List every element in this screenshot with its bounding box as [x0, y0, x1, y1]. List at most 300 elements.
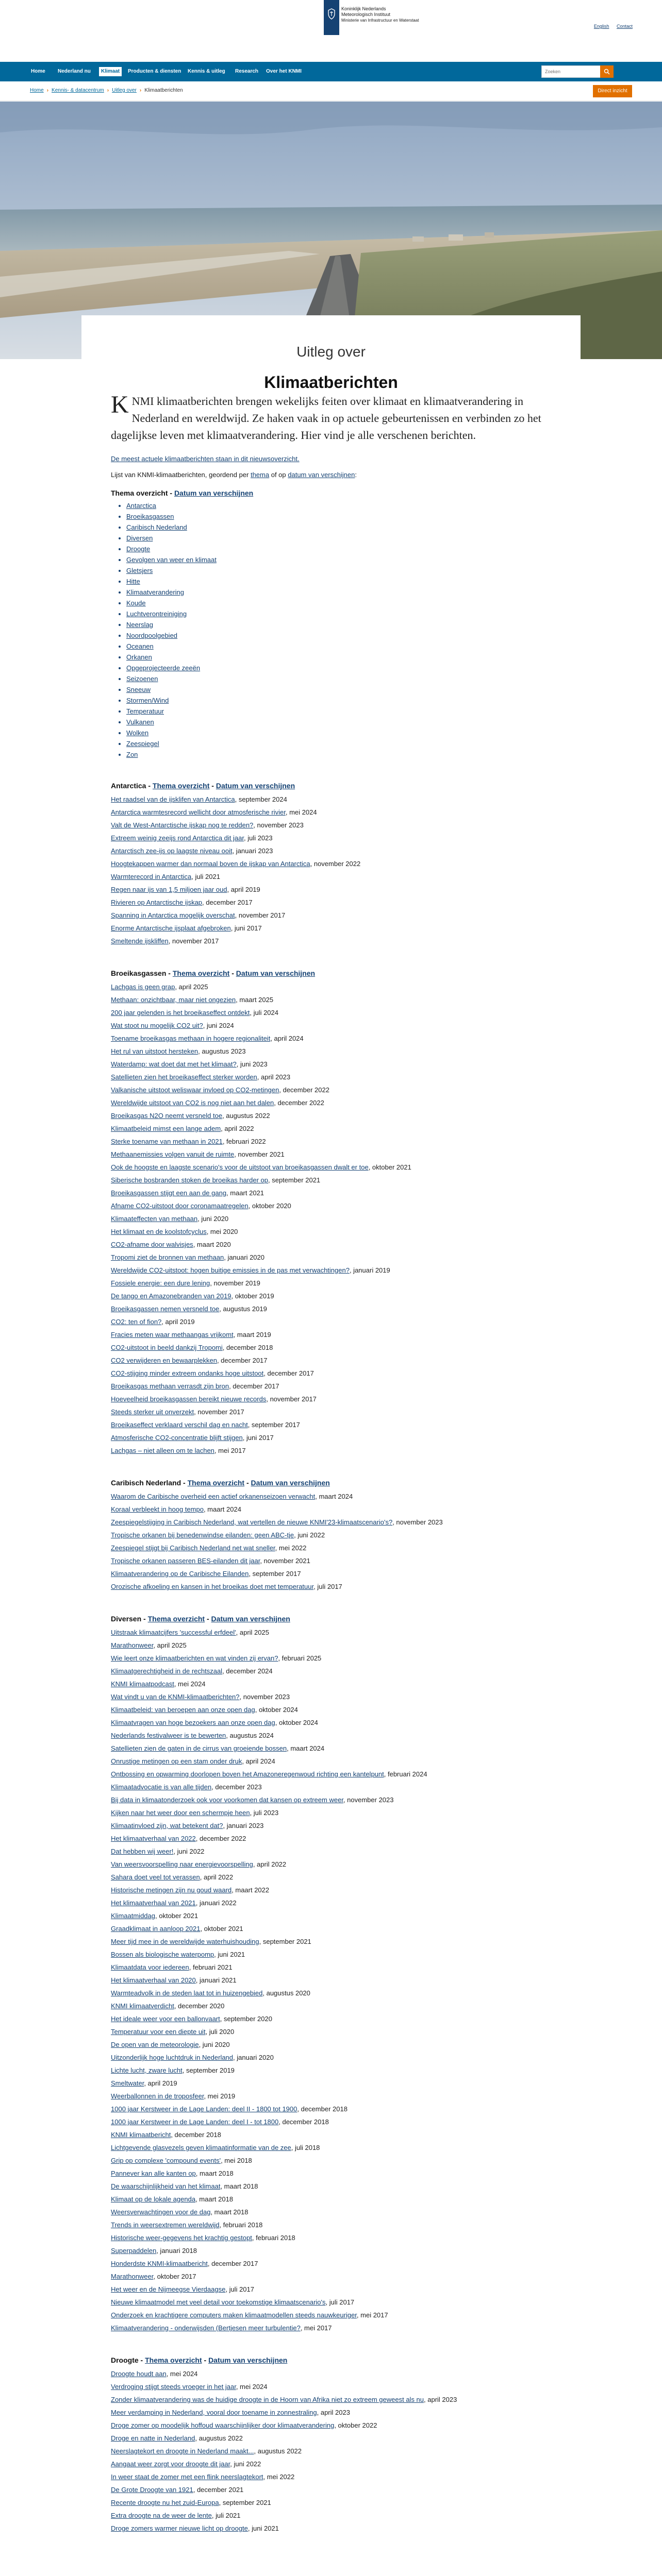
article-date: , juni 2020: [197, 1215, 229, 1223]
article-date: , augustus 2020: [262, 1989, 310, 1997]
article-list-item: [111, 1199, 559, 1212]
article-list-item: [111, 2270, 559, 2283]
theme-link-luchtverontreiniging[interactable]: Luchtverontreiniging: [126, 610, 187, 618]
article-list-item: [111, 819, 559, 832]
article-link[interactable]: Kijken naar het weer door een schermpje heen: [111, 1809, 250, 1817]
heading-separator: -: [209, 782, 216, 790]
article-link[interactable]: KNMI klimaatpodcast: [111, 1680, 174, 1688]
section-date-link[interactable]: Datum van verschijnen: [251, 1479, 330, 1487]
theme-link-koude[interactable]: Koude: [126, 599, 146, 607]
article-link[interactable]: Smeltwater: [111, 2079, 144, 2087]
breadcrumb-kennis[interactable]: Kennis- & datacentrum: [52, 88, 104, 93]
article-link[interactable]: Nieuwe klimaatmodel met veel detail voor toekomstige klimaatscenario's: [111, 2298, 326, 2306]
article-list-item: [111, 935, 559, 947]
article-link[interactable]: Waterdamp: wat doet dat met het klimaat?: [111, 1060, 237, 1068]
theme-link-stormen-wind[interactable]: Stormen/Wind: [126, 697, 169, 704]
language-english-link[interactable]: English: [593, 24, 609, 29]
nav-home[interactable]: Home: [31, 69, 45, 74]
article-date: , november 2019: [210, 1279, 260, 1287]
article-link[interactable]: Antarctisch zee-ijs op laagste niveau ooit: [111, 847, 233, 855]
article-link[interactable]: Bij data in klimaatonderzoek ook voor voorkomen dat kansen op extreem weer: [111, 1796, 343, 1804]
heading-separator: -: [244, 1479, 251, 1487]
search-input[interactable]: [541, 65, 601, 78]
article-link[interactable]: Meer tijd mee in de wereldwijde waterhuishouding: [111, 1938, 259, 1945]
article-date: , april 2025: [175, 983, 208, 991]
article-link[interactable]: KNMI klimaatbericht: [111, 2131, 171, 2139]
article-link[interactable]: Van weersvoorspelling naar energievoorspelling: [111, 1860, 253, 1868]
article-link[interactable]: Weerballonnen in de troposfeer: [111, 2092, 204, 2100]
list-intro-text: of op: [269, 471, 288, 479]
article-link[interactable]: Enorme Antarctische ijsplaat afgebroken: [111, 924, 231, 932]
article-date: , januari 2023: [232, 847, 273, 855]
article-link[interactable]: CO2-afname door walvisjes: [111, 1241, 193, 1248]
article-link[interactable]: Broeikaseffect verklaard verschil dag en nacht: [111, 1421, 248, 1429]
nav-nederland-nu[interactable]: Nederland nu: [58, 69, 91, 74]
theme-link-droogte[interactable]: Droogte: [126, 545, 151, 553]
article-list-item: [111, 1999, 559, 2012]
theme-link-zon[interactable]: Zon: [126, 751, 138, 758]
sections-container: [111, 760, 559, 2535]
article-date: , november 2017: [194, 1408, 244, 1416]
article-list-item: [111, 1071, 559, 1083]
article-link[interactable]: Temperatuur voor een diepte uit: [111, 2028, 206, 2036]
section-date-link[interactable]: Datum van verschijnen: [208, 2356, 288, 2364]
article-link[interactable]: Klimaatbeleid mimst een lange adem: [111, 1125, 221, 1132]
article-link[interactable]: Lachgas is geen grap: [111, 983, 175, 991]
article-list-item: [111, 2522, 559, 2535]
article-link[interactable]: Droogte houdt aan: [111, 2370, 167, 2378]
article-link[interactable]: Bossen als biologische waterpomp: [111, 1951, 214, 1958]
article-list-item: [111, 2321, 559, 2334]
article-link[interactable]: Superpaddelen: [111, 2247, 157, 2255]
article-list-item: [111, 806, 559, 819]
article-link[interactable]: Klimaatverandering - onderwijsden (Bertjesen meer turbulentie?: [111, 2324, 301, 2332]
theme-link-sneeuw[interactable]: Sneeuw: [126, 686, 151, 693]
theme-link-gletsjers[interactable]: Gletsjers: [126, 567, 153, 574]
section-theme-link[interactable]: Thema overzicht: [187, 1479, 245, 1487]
article-link[interactable]: Klimaatdata voor iedereen: [111, 1963, 189, 1971]
article-link[interactable]: Koraal verbleekt in hoog tempo: [111, 1505, 204, 1513]
theme-link[interactable]: thema: [250, 471, 270, 479]
article-link[interactable]: Tropische orkanen passeren BES-eilanden dit jaar: [111, 1557, 260, 1565]
article-date: , maart 2025: [236, 996, 274, 1004]
article-link[interactable]: Waarom de Caribische overheid een actief orkanenseizoen verwacht: [111, 1493, 316, 1500]
article-date: , april 2023: [257, 1073, 291, 1081]
article-link[interactable]: Neerslagtekort en droogte in Nederland maakt...: [111, 2447, 254, 2455]
article-link[interactable]: Klimaatadvocatie is van alle tijden: [111, 1783, 212, 1791]
article-date: , juli 2017: [225, 2285, 254, 2293]
article-list-item: [111, 2064, 559, 2077]
article-list-item: [111, 2193, 559, 2206]
article-link[interactable]: Droge zomer op moodelijk hoffoud waarschijnlijker door klimaatverandering: [111, 2421, 335, 2429]
article-link[interactable]: Ontbossing en opwarming doorlopen boven het Amazoneregenwoud richting een kantelpunt: [111, 1770, 384, 1778]
article-list-item: [111, 832, 559, 844]
article-list-item: [111, 1580, 559, 1593]
article-link[interactable]: Zeespiegel stijgt bij Caribisch Nederland net wat sneller: [111, 1544, 275, 1552]
article-link[interactable]: Rivieren op Antarctische ijskap: [111, 899, 203, 906]
theme-list-item: [126, 706, 559, 717]
article-link[interactable]: CO2-uitstoot in beeld dankzij Tropomi: [111, 1344, 223, 1351]
article-link[interactable]: Sterke toename van methaan in 2021: [111, 1138, 223, 1145]
article-link[interactable]: Pannever kan alle kanten op: [111, 2170, 196, 2177]
section-heading: [111, 1615, 559, 1623]
theme-list-item: [126, 587, 559, 598]
article-link[interactable]: Verdroging stijgt steeds vroeger in het jaar: [111, 2383, 236, 2391]
article-link[interactable]: Tropomi ziet de bronnen van methaan: [111, 1253, 224, 1261]
heading-separator: -: [146, 782, 153, 790]
article-date: , april 2019: [144, 2079, 177, 2087]
intro-dropcap: K: [111, 391, 129, 418]
article-link[interactable]: Warmterecord in Antarctica: [111, 873, 192, 880]
article-link[interactable]: CO2: ten of fion?: [111, 1318, 162, 1326]
article-list-item: [111, 870, 559, 883]
article-list-item: [111, 1096, 559, 1109]
article-link[interactable]: Wat vindt u van de KNMI-klimaatberichten?: [111, 1693, 240, 1701]
heading-separator: -: [202, 2356, 209, 2364]
article-link[interactable]: Toename broeikasgas methaan in hogere regionaliteit: [111, 1035, 271, 1042]
article-list-item: [111, 2283, 559, 2296]
section-spacer: [111, 2334, 559, 2346]
article-date: , mei 2019: [204, 2092, 236, 2100]
article-link[interactable]: Wereldwijde uitstoot van CO2 is nog niet aan het dalen: [111, 1099, 274, 1107]
article-date: , maart 2024: [203, 1505, 241, 1513]
article-link[interactable]: De tango en Amazonebranden van 2019: [111, 1292, 231, 1300]
section-title: Diversen: [111, 1615, 142, 1623]
article-link[interactable]: Het raadsel van de ijsklifen van Antarctica: [111, 795, 235, 803]
article-link[interactable]: Recente droogte nu het zuid-Europa: [111, 2499, 219, 2506]
article-link[interactable]: Methaan: onzichtbaar, maar niet ongezien: [111, 996, 236, 1004]
article-date: , september 2017: [247, 1421, 300, 1429]
article-link[interactable]: Het klimaat en de koolstofcyclus: [111, 1228, 207, 1235]
article-list-item: [111, 2496, 559, 2509]
article-date: , juni 2024: [203, 1022, 234, 1029]
article-link[interactable]: Zonder klimaatverandering was de huidige droogte in de Hoorn van Afrika niet zo extreem geweest als nu: [111, 2396, 424, 2403]
nav-producten-diensten[interactable]: Producten & diensten: [128, 69, 181, 74]
article-date: , juni 2022: [230, 2460, 261, 2468]
contact-link[interactable]: Contact: [616, 24, 633, 29]
theme-link-klimaatverandering[interactable]: Klimaatverandering: [126, 588, 185, 596]
theme-link-gevolgen-van-weer-en-klimaat[interactable]: Gevolgen van weer en klimaat: [126, 556, 217, 564]
article-date: , november 2023: [239, 1693, 290, 1701]
date-link[interactable]: datum van verschijnen: [288, 471, 355, 479]
theme-link-orkanen[interactable]: Orkanen: [126, 653, 152, 661]
theme-list-item: [126, 500, 559, 511]
article-link[interactable]: Fossiele energie: een dure lening: [111, 1279, 210, 1287]
article-link[interactable]: Regen naar ijs van 1,5 miljoen jaar oud: [111, 886, 227, 893]
article-link[interactable]: Orozische afkoeling en kansen in het broeikas doet met temperatuur: [111, 1583, 314, 1590]
theme-link-wolken[interactable]: Wolken: [126, 729, 149, 737]
article-date: , januari 2022: [195, 1899, 237, 1907]
article-link[interactable]: Broeikasgas N2O neemt versneld toe: [111, 1112, 223, 1120]
article-link[interactable]: Het klimaatverhaal van 2021: [111, 1899, 196, 1907]
section-theme-link[interactable]: Thema overzicht: [152, 782, 210, 790]
article-date: , april 2024: [270, 1035, 304, 1042]
article-list-item: [111, 1626, 559, 1639]
article-link[interactable]: Steeds sterker uit onverzekt: [111, 1408, 194, 1416]
theme-link-hitte[interactable]: Hitte: [126, 578, 140, 585]
article-link[interactable]: Fracies meten waar methaangas vrijkomt: [111, 1331, 234, 1338]
theme-link-temperatuur[interactable]: Temperatuur: [126, 707, 164, 715]
breadcrumb-uitleg[interactable]: Uitleg over: [112, 88, 137, 93]
article-date: , februari 2021: [189, 1963, 233, 1971]
heading-separator: -: [166, 969, 173, 977]
article-date: , juli 2024: [250, 1009, 278, 1016]
article-link[interactable]: Hoogtekappen warmer dan normaal boven de ijskap van Antarctica: [111, 860, 310, 868]
article-list-item: [111, 993, 559, 1006]
article-link[interactable]: Satellieten zien het broeikaseffect sterker worden: [111, 1073, 257, 1081]
article-link[interactable]: Extreem weinig zeeijs rond Antarctica dit jaar: [111, 834, 244, 842]
theme-link-neerslag[interactable]: Neerslag: [126, 621, 154, 629]
article-link[interactable]: Het klimaatverhaal van 2022: [111, 1835, 196, 1842]
article-link[interactable]: Historische metingen zijn nu goud waard: [111, 1886, 232, 1894]
article-date: , september 2020: [220, 2015, 272, 2023]
article-link[interactable]: Wie leert onze klimaatberichten en wat vinden zij ervan?: [111, 1654, 278, 1662]
article-list-item: [111, 1516, 559, 1529]
article-list-item: [111, 1032, 559, 1045]
article-list-item: [111, 1083, 559, 1096]
date-overview-link[interactable]: Datum van verschijnen: [174, 489, 254, 497]
article-link[interactable]: Extra droogte na de weer de lente: [111, 2512, 212, 2519]
article-list-item: [111, 909, 559, 922]
article-date: , juli 2021: [211, 2512, 241, 2519]
article-link[interactable]: Droge en natte in Nederland: [111, 2434, 195, 2442]
article-list-item: [111, 1935, 559, 1948]
article-list-item: [111, 2470, 559, 2483]
article-date: , december 2021: [193, 2486, 244, 2494]
section-date-link[interactable]: Datum van verschijnen: [236, 969, 316, 977]
article-date: , mei 2024: [285, 808, 317, 816]
article-link[interactable]: Klimaat op de lokale agenda: [111, 2195, 196, 2203]
article-link[interactable]: KNMI klimaatverdicht: [111, 2002, 174, 2010]
article-link[interactable]: 1000 jaar Kerstweer in de Lage Landen: deel II - 1800 tot 1900: [111, 2105, 297, 2113]
article-link[interactable]: Sahara doet veel tot verassen: [111, 1873, 200, 1881]
article-date: , mei 2024: [174, 1680, 206, 1688]
nav-klimaat[interactable]: Klimaat: [99, 67, 122, 76]
article-link[interactable]: Meer verdamping in Nederland, vooral door toename in zonnestraling: [111, 2409, 317, 2416]
article-link[interactable]: 200 jaar gelenden is het broeikaseffect ontdekt: [111, 1009, 250, 1016]
theme-list-item: [126, 576, 559, 587]
section-heading: [111, 2356, 559, 2364]
article-link[interactable]: Klimaateffecten van methaan: [111, 1215, 198, 1223]
article-link[interactable]: Honderdste KNMI-klimaatbericht: [111, 2260, 208, 2267]
section-spacer: [111, 760, 559, 771]
article-link[interactable]: Wereldwijde CO2-uitstoot: hogen buitige emissies in de pas met verwachtingen?: [111, 1266, 350, 1274]
article-link[interactable]: Antarctica warmtesrecord wellicht door atmosferische rivier: [111, 808, 286, 816]
article-list-item: [111, 2167, 559, 2180]
article-link[interactable]: Het weer en de Nijmeegse Vierdaagse: [111, 2285, 226, 2293]
nav-over-het-knmi[interactable]: Over het KNMI: [266, 69, 302, 74]
latest-news-link[interactable]: De meest actuele klimaatberichten staan in dit nieuwsoverzicht.: [111, 455, 300, 463]
article-link[interactable]: Afname CO2-uitstoot door coronamaatregelen: [111, 1202, 249, 1210]
article-link[interactable]: Grip op complexe 'compound events': [111, 2157, 221, 2164]
theme-link-seizoenen[interactable]: Seizoenen: [126, 675, 158, 683]
article-date: , juni 2021: [214, 1951, 245, 1958]
article-link[interactable]: Onrustige metingen op een stam onder druk: [111, 1757, 242, 1765]
logo[interactable]: [324, 0, 339, 35]
article-link[interactable]: Hoeveelheid broeikasgassen bereikt nieuwe records: [111, 1395, 267, 1403]
theme-list-item: [126, 749, 559, 760]
section-spacer: [111, 1593, 559, 1604]
article-link[interactable]: Lichtgevende glasvezels geven klimaatinformatie van de zee: [111, 2144, 291, 2151]
article-date: , april 2023: [317, 2409, 350, 2416]
article-link[interactable]: CO2 verwijderen en bewaarplekken: [111, 1357, 217, 1364]
theme-list-item: [126, 565, 559, 576]
article-list-item: [111, 1909, 559, 1922]
article-link[interactable]: Klimaatvragen van hoge bezoekers aan onze open dag: [111, 1719, 275, 1726]
section-theme-link[interactable]: Thema overzicht: [172, 969, 230, 977]
article-link[interactable]: Ook de hoogste en laagste scenario's voor de uitstoot van broeikasgassen dwalt er toe: [111, 1163, 369, 1171]
article-date: , maart 2018: [195, 2170, 234, 2177]
article-date: , september 2021: [219, 2499, 271, 2506]
article-date: , januari 2020: [224, 1253, 264, 1261]
article-list-item: [111, 1503, 559, 1516]
article-link[interactable]: Klimaatmiddag: [111, 1912, 155, 1920]
list-intro-text: Lijst van KNMI-klimaatberichten, geordend per: [111, 471, 251, 479]
article-link[interactable]: Valt de West-Antarctische ijskap nog te redden?: [111, 821, 254, 829]
article-date: , november 2017: [168, 937, 219, 945]
article-date: , september 2017: [249, 1570, 301, 1578]
article-list-item: [111, 1716, 559, 1729]
section-spacer: [111, 947, 559, 959]
article-list-item: [111, 1948, 559, 1961]
article-date: , juni 2022: [294, 1531, 325, 1539]
theme-list-item: [126, 522, 559, 533]
utility-links: [588, 24, 633, 29]
article-link[interactable]: Het klimaatverhaal van 2020: [111, 1976, 196, 1984]
article-link[interactable]: Zeespiegelstijging in Caribisch Nederland, wat vertellen de nieuwe KNMI'23-klimaatscenario's?: [111, 1518, 393, 1526]
article-list-item: [111, 1896, 559, 1909]
theme-link-diversen[interactable]: Diversen: [126, 534, 153, 542]
article-link[interactable]: Het rul van uitstoot hersteken: [111, 1047, 198, 1055]
heading-separator: -: [181, 1479, 188, 1487]
article-link[interactable]: Marathonweer: [111, 1641, 154, 1649]
article-list-item: [111, 1238, 559, 1251]
article-date: , december 2022: [279, 1086, 329, 1094]
article-link[interactable]: Warmteadvolk in de steden laat tot in huizengebied: [111, 1989, 263, 1997]
article-date: , oktober 2021: [368, 1163, 411, 1171]
nav-kennis-uitleg[interactable]: Kennis & uitleg: [188, 69, 225, 74]
article-link[interactable]: Het ideale weer voor een ballonvaart: [111, 2015, 220, 2023]
article-list-item: [111, 2128, 559, 2141]
breadcrumb-separator: ›: [46, 88, 49, 93]
article-link[interactable]: Satellieten zien de gaten in de cirrus van groeiende bossen: [111, 1744, 287, 1752]
org-name-line2: Meteorologisch Instituut: [341, 12, 391, 17]
article-list-item: [111, 2296, 559, 2309]
article-list-item: [111, 1251, 559, 1264]
article-date: , december 2018: [171, 2131, 221, 2139]
article-link[interactable]: Aangaat weer zorgt voor droogte dit jaar: [111, 2460, 230, 2468]
article-link[interactable]: Valkanische uitstoot weliswaar invloed op CO2-metingen: [111, 1086, 279, 1094]
article-link[interactable]: Smeltende ijskliffen: [111, 937, 169, 945]
org-name-line1: Koninklijk Nederlands: [341, 6, 386, 11]
article-link[interactable]: Klimaatgerechtigheid in de rechtszaal: [111, 1667, 223, 1675]
article-link[interactable]: Methaanemissies volgen vanuit de ruimte: [111, 1150, 235, 1158]
article-link[interactable]: In weer staat de zomer met een flink neerslagtekort: [111, 2473, 263, 2481]
article-list-item: [111, 1529, 559, 1541]
article-date: , november 2017: [235, 911, 286, 919]
article-date: , mei 2024: [166, 2370, 198, 2378]
article-list-item: [111, 1781, 559, 1793]
theme-link-caribisch-nederland[interactable]: Caribisch Nederland: [126, 523, 187, 531]
article-link[interactable]: Atmosferische CO2-concentratie blijft stijgen: [111, 1434, 243, 1442]
nav-research[interactable]: Research: [235, 69, 259, 74]
article-link[interactable]: Broeikasgas methaan verrasdt zijn bron: [111, 1382, 229, 1390]
article-link[interactable]: Lichte lucht, zware lucht: [111, 2066, 183, 2074]
theme-link-opgeprojecteerde-zee-n[interactable]: Opgeprojecteerde zeeën: [126, 664, 201, 672]
article-date: , april 2025: [236, 1629, 269, 1636]
theme-link-antarctica[interactable]: Antarctica: [126, 502, 156, 510]
article-link[interactable]: Broeikasgassen nemen versneld toe: [111, 1305, 220, 1313]
article-link[interactable]: Lachgas – niet alleen om te lachen: [111, 1447, 214, 1454]
article-link[interactable]: Broeikasgassen stijgt een aan de gang: [111, 1189, 227, 1197]
article-link[interactable]: Tropische orkanen bij benedenwindse eilanden: geen ABC-tje: [111, 1531, 294, 1539]
article-link[interactable]: De open van de meteorologie: [111, 2041, 199, 2048]
direct-inzicht-button[interactable]: Direct inzicht: [593, 85, 632, 97]
article-date: , september 2024: [235, 795, 287, 803]
article-list-item: [111, 1819, 559, 1832]
article-list-item: [111, 883, 559, 896]
article-list-item: [111, 2458, 559, 2470]
theme-link-zeespiegel[interactable]: Zeespiegel: [126, 740, 159, 748]
article-list-item: [111, 2154, 559, 2167]
article-link[interactable]: Klimaatbeleid: van beroepen aan onze open dag: [111, 1706, 255, 1714]
article-list-item: [111, 1567, 559, 1580]
breadcrumb-home[interactable]: Home: [30, 88, 44, 93]
theme-link-noordpoolgebied[interactable]: Noordpoolgebied: [126, 632, 178, 639]
article-link[interactable]: Wat stoot nu mogelijk CO2 uit?: [111, 1022, 203, 1029]
article-date: , november 2022: [310, 860, 361, 868]
article-link[interactable]: Graadklimaat in aanloop 2021: [111, 1925, 201, 1933]
article-link[interactable]: Trends in weersextremen wereldwijd: [111, 2221, 220, 2229]
article-link[interactable]: De Grote Droogte van 1921: [111, 2486, 193, 2494]
article-link[interactable]: Klimaatverandering op de Caribische Eilanden: [111, 1570, 249, 1578]
section-date-link[interactable]: Datum van verschijnen: [216, 782, 295, 790]
section-theme-link[interactable]: Thema overzicht: [147, 1615, 205, 1623]
article-list-item: [111, 1793, 559, 1806]
crest-icon: [327, 8, 336, 20]
article-list-item: [111, 1161, 559, 1174]
article-link[interactable]: Spanning in Antarctica mogelijk overschat: [111, 911, 235, 919]
section-date-link[interactable]: Datum van verschijnen: [211, 1615, 290, 1623]
article-link[interactable]: Nederlands festivalweer is te bewerten: [111, 1732, 226, 1739]
theme-link-oceanen[interactable]: Oceanen: [126, 642, 154, 650]
section-theme-link[interactable]: Thema overzicht: [145, 2356, 202, 2364]
article-list-item: [111, 2231, 559, 2244]
article-link[interactable]: Marathonweer: [111, 2273, 154, 2280]
article-date: , maart 2018: [210, 2208, 249, 2216]
article-link[interactable]: Klimaatinvloed zijn, wat betekent dat?: [111, 1822, 223, 1829]
article-list-item: [111, 2077, 559, 2090]
article-link[interactable]: Uitzonderlijk hoge luchtdruk in Nederland: [111, 2054, 234, 2061]
article-link[interactable]: 1000 jaar Kerstweer in de Lage Landen: deel I - tot 1800: [111, 2118, 279, 2126]
article-link[interactable]: Weersverwachtingen voor de dag: [111, 2208, 211, 2216]
section-spacer: [111, 1457, 559, 1468]
search-button[interactable]: [600, 65, 614, 78]
article-link[interactable]: De waarschijnlijkheid van het klimaat: [111, 2182, 221, 2190]
article-link[interactable]: Siberische bosbranden stoken de broeikas harder op: [111, 1176, 268, 1184]
theme-link-vulkanen[interactable]: Vulkanen: [126, 718, 154, 726]
article-link[interactable]: Dat hebben wij weer!: [111, 1848, 174, 1855]
article-link[interactable]: Onderzoek en krachtigere computers maken klimaatmodellen steeds nauwkeuriger: [111, 2311, 357, 2319]
theme-link-broeikasgassen[interactable]: Broeikasgassen: [126, 513, 174, 520]
article-list-item: [111, 1742, 559, 1755]
list-intro-text: :: [355, 471, 357, 479]
theme-list-item: [126, 652, 559, 663]
article-link[interactable]: Uitstraak klimaatcijfers 'successful erfdeel': [111, 1629, 236, 1636]
article-link[interactable]: Droge zomers warmer nieuwe licht op droogte: [111, 2524, 248, 2532]
article-link[interactable]: Historische weer-gegevens het krachtig gestopt: [111, 2234, 252, 2242]
article-link[interactable]: CO2-stijging minder extreem ondanks hoge uitstoot: [111, 1369, 264, 1377]
